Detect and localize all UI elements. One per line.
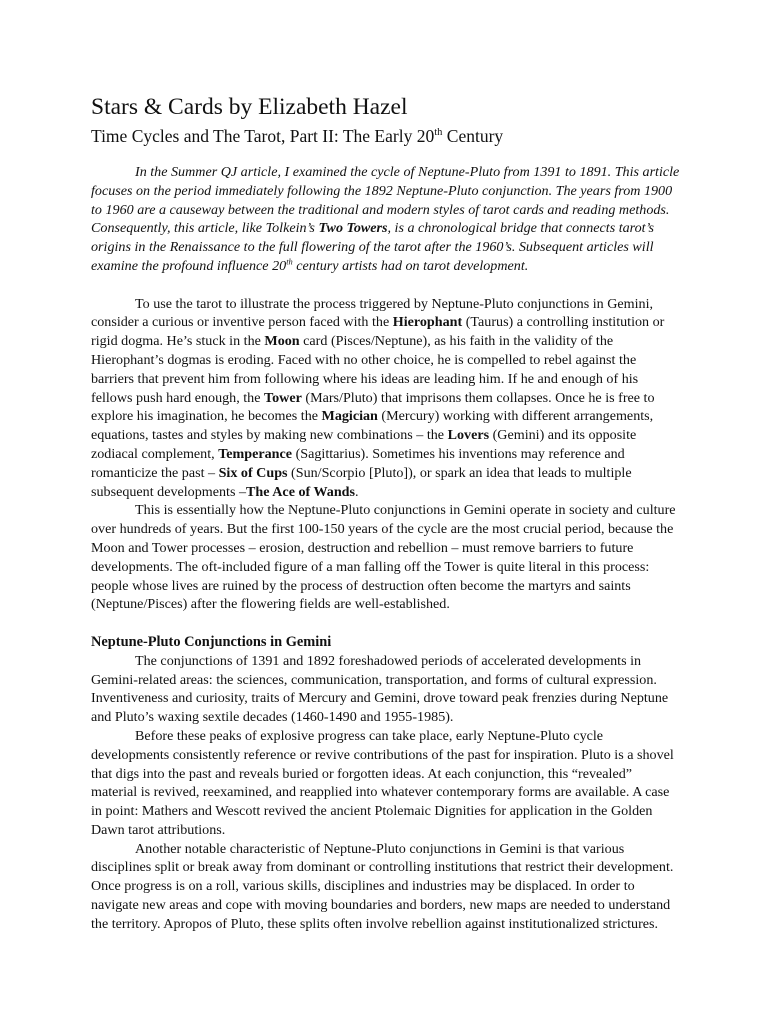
p1-text: To use the tarot to illustrate the process triggered by Neptune-Pluto conjunctions in Gemini, consider a curious or inventive person faced with the — [91, 295, 654, 331]
p1-text: card (Pisces/Neptune), as his faith in the validity of the Hierophant’s dogmas is eroding. Faced with no other choice, he is compelled to rebel against the barriers that prevent him from following where his ideas are leading him. If he and enough of his fellows push hard enough, the — [91, 333, 639, 406]
intro-text-3: century artists had on tarot development. — [292, 257, 529, 274]
subtitle-text: Time Cycles and The Tarot, Part II: The Early 20 — [91, 126, 435, 146]
paragraph-spacer — [91, 276, 680, 295]
card-name: Six of Cups — [218, 464, 288, 481]
article-body — [91, 163, 680, 934]
article-subtitle — [91, 124, 503, 148]
intro-book-title: Two Towers — [318, 220, 388, 237]
p1-text: (Sun/Scorpio [Pluto]), or spark an idea that leads to multiple subsequent developments – — [91, 464, 632, 500]
revival-paragraph: Before these peaks of explosive progress can take place, early Neptune-Pluto cycle developments consistently reference or revive contributions of the past for inspiration. Pluto is a shovel that digs into the past and reveals buried or forgotten ideas. At each conjunction, this “revealed” material is revived, reexamined, and reapplied into whatever contemporary forms are available. A case in point: Mathers and Wescott revived the ancient Ptolemaic Dignities for application in the Golden Dawn tarot attributions. — [91, 727, 674, 838]
card-name: Lovers — [447, 427, 490, 444]
p1-text: (Mars/Pluto) that imprisons them collapses. Once he is free to explore his imagination, he becomes the — [91, 389, 655, 425]
subtitle-end: Century — [442, 126, 504, 146]
tarot-process-paragraph — [91, 295, 680, 502]
p1-text: (Taurus) a controlling institution or rigid dogma. He’s stuck in the — [91, 314, 665, 350]
cycle-operation-paragraph: This is essentially how the Neptune-Pluto conjunctions in Gemini operate in society and culture over hundreds of years. But the first 100-150 years of the cycle are the most crucial period, because the Moon and Tower processes – erosion, destruction and rebellion – must remove barriers to future developments. The oft-included figure of a man falling off the Tower is quite literal in this process: people whose lives are ruined by the process of destruction often become the martyrs and saints (Neptune/Pisces) after the flowering fields are well-established. — [91, 502, 676, 613]
p1-text: (Gemini) and its opposite zodiacal complement, — [91, 427, 637, 462]
splits-paragraph: Another notable characteristic of Neptune-Pluto conjunctions in Gemini is that various disciplines split or break away from dominant or controlling institutions that restrict their development. Once progress is on a roll, various skills, disciplines and industries may be displaced. In order to navigate new areas and cope with moving boundaries and borders, new maps are needed to understand the territory. Apropos of Pluto, these splits often involve rebellion against institutionalized strictures. — [91, 840, 674, 932]
section-heading: Neptune-Pluto Conjunctions in Gemini — [91, 633, 332, 650]
card-name: Tower — [264, 389, 302, 406]
paragraph-spacer — [91, 614, 680, 633]
intro-text-1: In the Summer QJ article, I examined the cycle of Neptune-Pluto from 1391 to 1891. This article focuses on the period immediately following the 1892 Neptune-Pluto conjunction. The years from 1900 to 1960 are a causeway between the traditional and modern styles of tarot cards and reading methods. Consequently, this article, like Tolkein’s — [91, 164, 680, 237]
card-name: Moon — [264, 333, 300, 350]
subtitle-superscript: th — [434, 127, 443, 139]
p1-text: . — [355, 483, 359, 500]
card-name: Magician — [321, 408, 378, 425]
p1-text: (Sagittarius). Sometimes his inventions may reference and romanticize the past – — [91, 445, 625, 481]
p1-text: (Mercury) working with different arrangements, equations, tastes and styles by making new combinations – the — [91, 408, 654, 444]
card-name: Hierophant — [392, 314, 463, 331]
conjunctions-paragraph: The conjunctions of 1391 and 1892 foreshadowed periods of accelerated developments in Gemini-related areas: the sciences, communication, transportation, and forms of cultural expression. Inventiveness and curiosity, traits of Mercury and Gemini, drove toward peak frenzies during Neptune and Pluto’s waxing sextile decades (1460-1490 and 1955-1985). — [91, 652, 669, 726]
card-name: The Ace of Wands — [246, 483, 356, 500]
card-name: Temperance — [218, 445, 293, 462]
intro-superscript: th — [286, 256, 293, 267]
intro-paragraph — [91, 163, 680, 276]
intro-text-2: , is a chronological bridge that connects tarot’s origins in the Renaissance to the full flowering of the tarot after the 1960’s. Subsequent articles will examine the profound influence 20 — [91, 220, 654, 274]
article-title: Stars & Cards by Elizabeth Hazel — [91, 94, 408, 120]
